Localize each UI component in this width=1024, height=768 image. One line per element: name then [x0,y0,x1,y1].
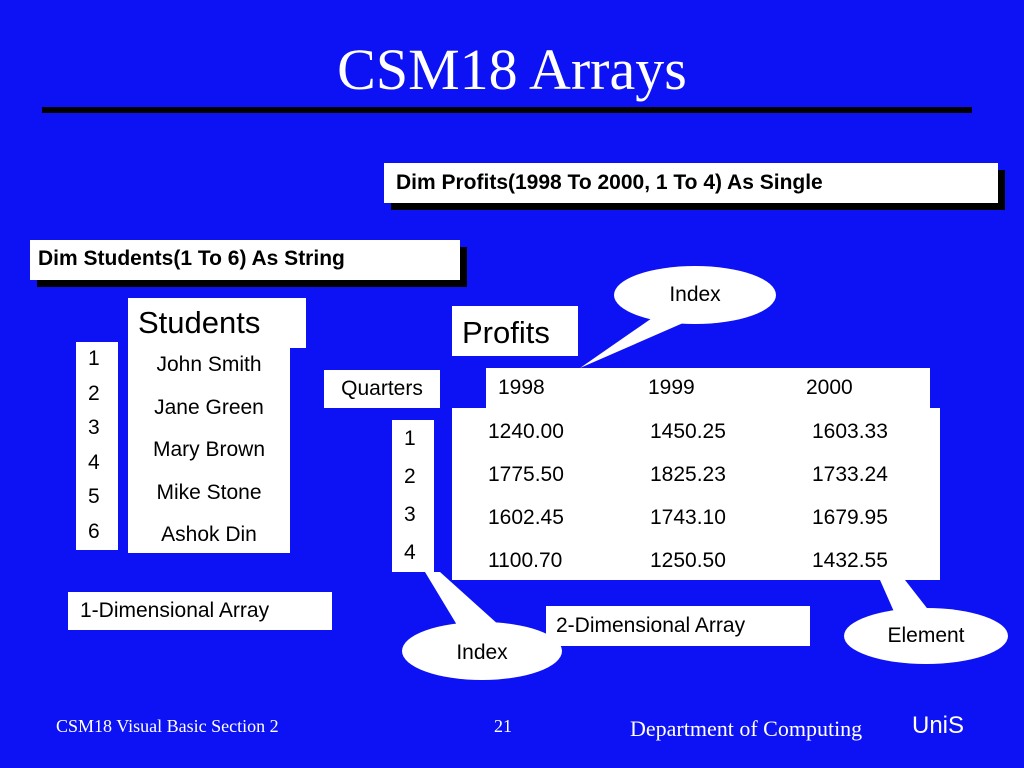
years-header [486,368,930,408]
grid-row [452,451,940,494]
grid-cell: 1240.00 [488,420,564,443]
footer-department: Department of Computing [630,716,863,741]
grid-cell: 1450.25 [650,420,726,443]
footer-page-number: 21 [494,716,512,736]
student-name: Mary Brown [152,438,266,461]
quarter-index-cell: 2 [404,465,416,488]
index-cell: 1 [88,347,100,370]
profits-title: Profits [452,306,578,356]
quarter-index-cell: 3 [404,503,416,526]
grid-row [452,408,940,451]
year-label: 1998 [498,376,545,399]
grid-row [452,537,940,580]
index-cell: 6 [88,519,100,543]
grid-cell: 1775.50 [488,463,564,486]
students-title: Students [128,298,306,348]
index-cell: 2 [88,381,100,405]
quarters-label: Quarters [324,370,440,408]
grid-cell: 1100.70 [488,549,563,572]
grid-cell: 1825.23 [650,463,726,486]
index-cell: 3 [88,416,100,439]
index-callout-top: Index [614,266,776,324]
year-label: 2000 [806,376,853,399]
index-callout-bottom: Index [402,622,562,680]
element-callout: Element [844,608,1008,664]
footer-course: CSM18 Visual Basic Section 2 [56,716,279,736]
profits-grid [452,408,940,580]
two-dimensional-label: 2-Dimensional Array [546,606,810,646]
footer-organization: UniS [912,712,965,739]
quarter-index-cell: 4 [404,541,416,564]
index-top-pointer [580,316,690,368]
grid-cell: 1679.95 [812,506,888,529]
student-name: Ashok Din [161,523,257,546]
grid-cell: 1432.55 [812,549,888,572]
index-cell: 5 [88,485,100,508]
quarter-index-column [392,420,434,572]
students-index-column [76,342,118,550]
grid-cell: 1602.45 [488,506,564,529]
year-label: 1999 [648,376,695,399]
grid-cell: 1733.24 [812,463,888,486]
grid-cell: 1743.10 [650,506,726,529]
dim-students-declaration: Dim Students(1 To 6) As String [30,240,460,280]
grid-cell: 1250.50 [650,549,726,572]
student-name: John Smith [156,353,262,376]
students-list [128,345,290,553]
student-name: Mike Stone [156,480,262,504]
student-name: Jane Green [154,395,264,419]
grid-row [452,494,940,537]
one-dimensional-label: 1-Dimensional Array [68,592,332,630]
quarter-index-cell: 1 [404,427,416,450]
dim-profits-declaration: Dim Profits(1998 To 2000, 1 To 4) As Single [384,163,998,203]
index-cell: 4 [88,450,100,474]
grid-cell: 1603.33 [812,420,888,443]
slide-title: CSM18 Arrays [337,37,687,102]
